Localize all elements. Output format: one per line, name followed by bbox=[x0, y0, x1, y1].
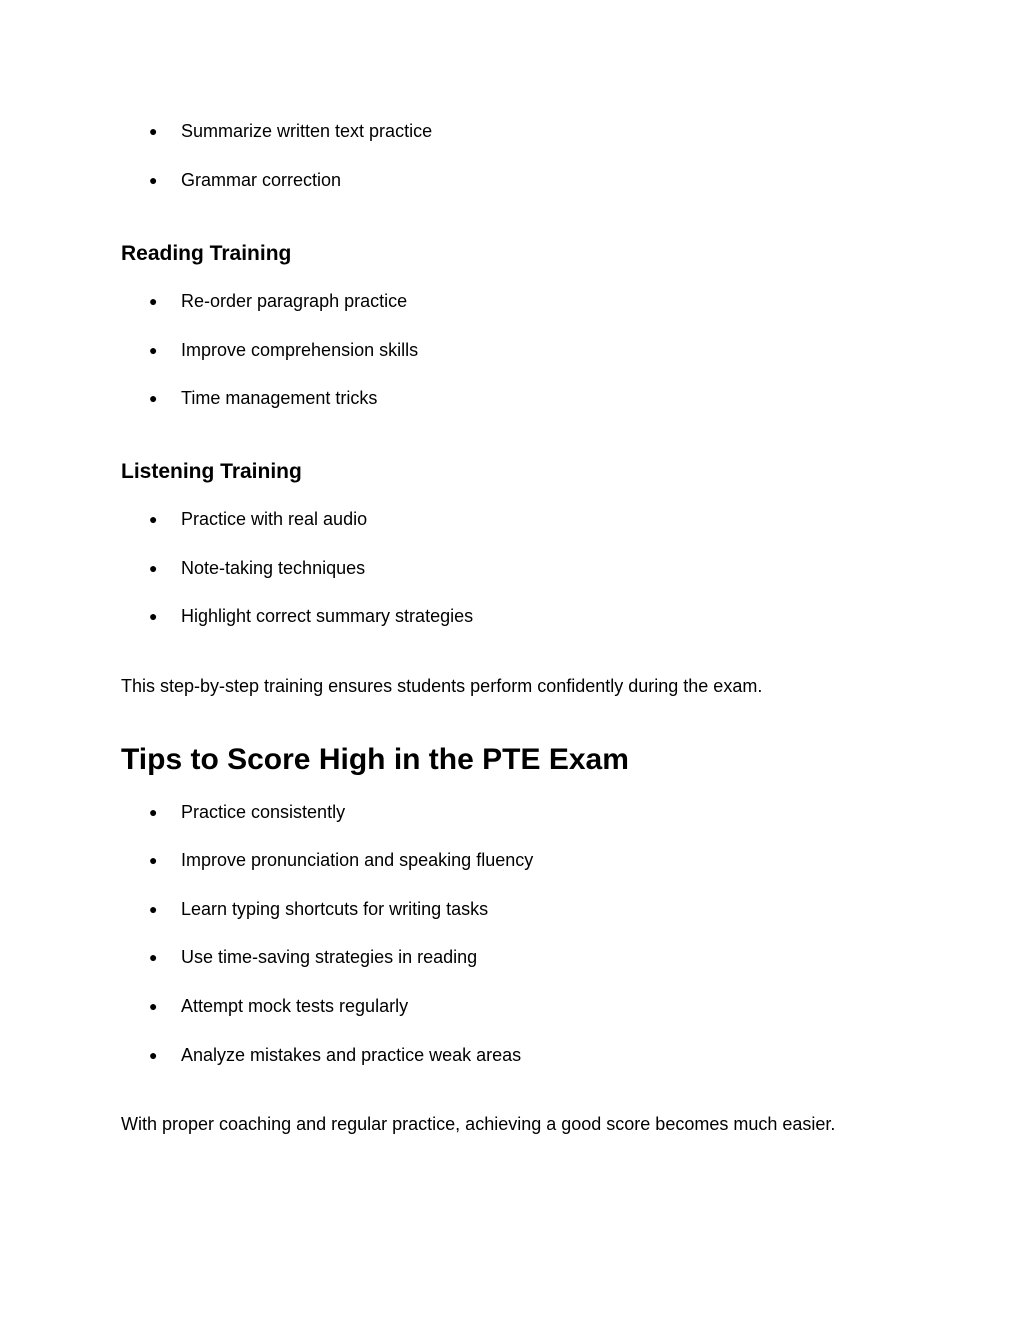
list-item-text: Time management tricks bbox=[181, 388, 378, 408]
bullet-icon: ● bbox=[149, 608, 158, 624]
list-item-text: Use time-saving strategies in reading bbox=[181, 947, 478, 967]
bullet-icon: ● bbox=[149, 342, 158, 358]
bullet-icon: ● bbox=[149, 172, 158, 188]
bullet-icon: ● bbox=[149, 511, 158, 527]
list-item-text: Grammar correction bbox=[181, 170, 342, 190]
list-item-text: Summarize written text practice bbox=[181, 121, 433, 141]
tips-heading: Tips to Score High in the PTE Exam bbox=[121, 743, 629, 776]
bullet-icon: ● bbox=[149, 998, 158, 1014]
bullet-icon: ● bbox=[149, 390, 158, 406]
reading-training-heading: Reading Training bbox=[121, 242, 292, 265]
list-item-text: Learn typing shortcuts for writing tasks bbox=[181, 899, 489, 919]
bullet-icon: ● bbox=[149, 560, 158, 576]
bullet-icon: ● bbox=[149, 852, 158, 868]
bullet-icon: ● bbox=[149, 804, 158, 820]
list-item-text: Note-taking techniques bbox=[181, 558, 366, 578]
list-item-text: Practice consistently bbox=[181, 802, 346, 822]
list-item-text: Re-order paragraph practice bbox=[181, 291, 408, 311]
list-item-text: Practice with real audio bbox=[181, 509, 368, 529]
bullet-icon: ● bbox=[149, 1047, 158, 1063]
list-item-text: Improve comprehension skills bbox=[181, 340, 419, 360]
list-item-text: Attempt mock tests regularly bbox=[181, 996, 409, 1016]
list-item-text: Improve pronunciation and speaking fluency bbox=[181, 850, 534, 870]
training-summary-paragraph: This step-by-step training ensures students perform confidently during the exam. bbox=[121, 676, 763, 696]
list-item-text: Analyze mistakes and practice weak areas bbox=[181, 1045, 522, 1065]
closing-paragraph: With proper coaching and regular practice, achieving a good score becomes much easier. bbox=[121, 1114, 836, 1134]
bullet-icon: ● bbox=[149, 949, 158, 965]
bullet-icon: ● bbox=[149, 123, 158, 139]
bullet-icon: ● bbox=[149, 293, 158, 309]
bullet-icon: ● bbox=[149, 901, 158, 917]
listening-training-heading: Listening Training bbox=[121, 460, 302, 483]
list-item-text: Highlight correct summary strategies bbox=[181, 606, 474, 626]
